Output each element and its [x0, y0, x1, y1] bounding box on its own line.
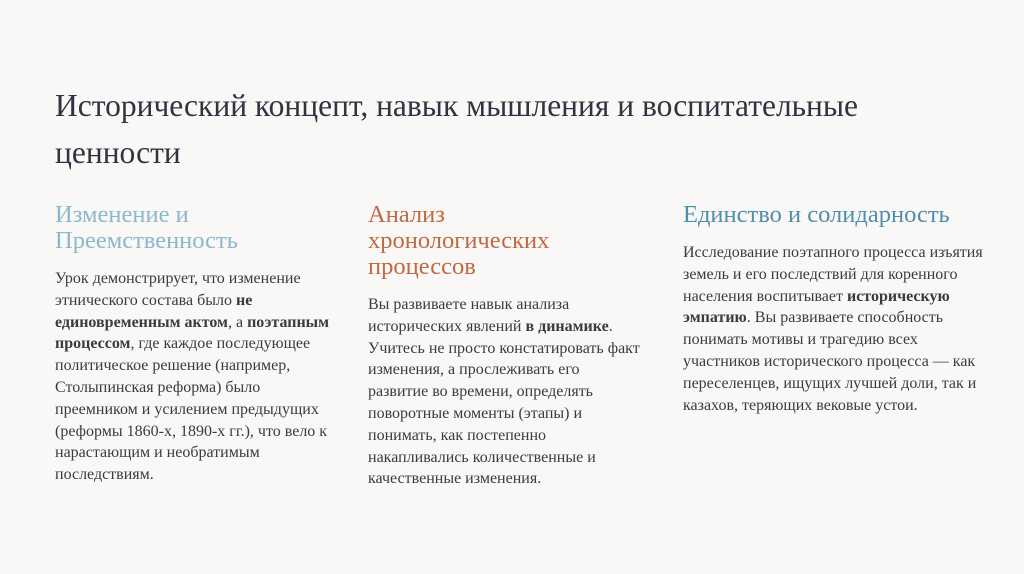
heading-line: Преемственность [55, 227, 238, 254]
body-text-segment: , где каждое последующее политическое решение (например, Столыпинская реформа) было преемником и усилением предыдущих (реформы 1860-х, 1890-х гг.), что вело к нарастающим и необратимым последствиям. [55, 335, 328, 484]
column-heading [368, 202, 643, 280]
body-text-segment: Урок демонстрирует, что изменение этнического состава было [55, 270, 301, 309]
body-text-segment: Исследование поэтапного процесса изъятия земель и его последствий для коренного населения воспитывает [683, 244, 983, 305]
column-body [55, 268, 330, 486]
column-body [683, 242, 983, 416]
body-bold-segment: не единовременным актом [55, 291, 253, 331]
column-chronological-analysis [368, 202, 643, 490]
column-heading [683, 202, 983, 228]
body-text-segment: . Вы развиваете способность понимать мотивы и трагедию всех участников исторического процесса — как переселенцев, ищущих лучшей доли, так и казахов, теряющих вековые устои. [683, 309, 977, 414]
body-bold-segment: в динамике [525, 317, 609, 335]
heading-line: Анализ [368, 201, 445, 228]
heading-line: Единство и солидарность [683, 201, 950, 228]
heading-line: процессов [368, 253, 476, 280]
column-unity-solidarity [683, 202, 983, 416]
body-bold-segment: историческую эмпатию [683, 287, 950, 327]
column-heading [55, 202, 330, 254]
heading-line: Изменение и [55, 201, 189, 228]
column-body [368, 294, 643, 490]
body-bold-segment: поэтапным процессом [55, 313, 330, 353]
column-change-continuity [55, 202, 330, 486]
heading-line: хронологических [368, 227, 550, 254]
body-text-segment: Вы развиваете навык анализа исторических явлений [368, 296, 570, 335]
body-text-segment: , а [227, 313, 248, 331]
slide-title: Исторический концепт, навык мышления и воспитательные ценности [55, 88, 859, 170]
body-text-segment: . Учитесь не просто констатировать факт изменения, а прослеживать его развитие во времени, определять поворотные моменты (этапы) и понимать, как постепенно накапливались количественные и качественные изменения. [368, 317, 640, 488]
